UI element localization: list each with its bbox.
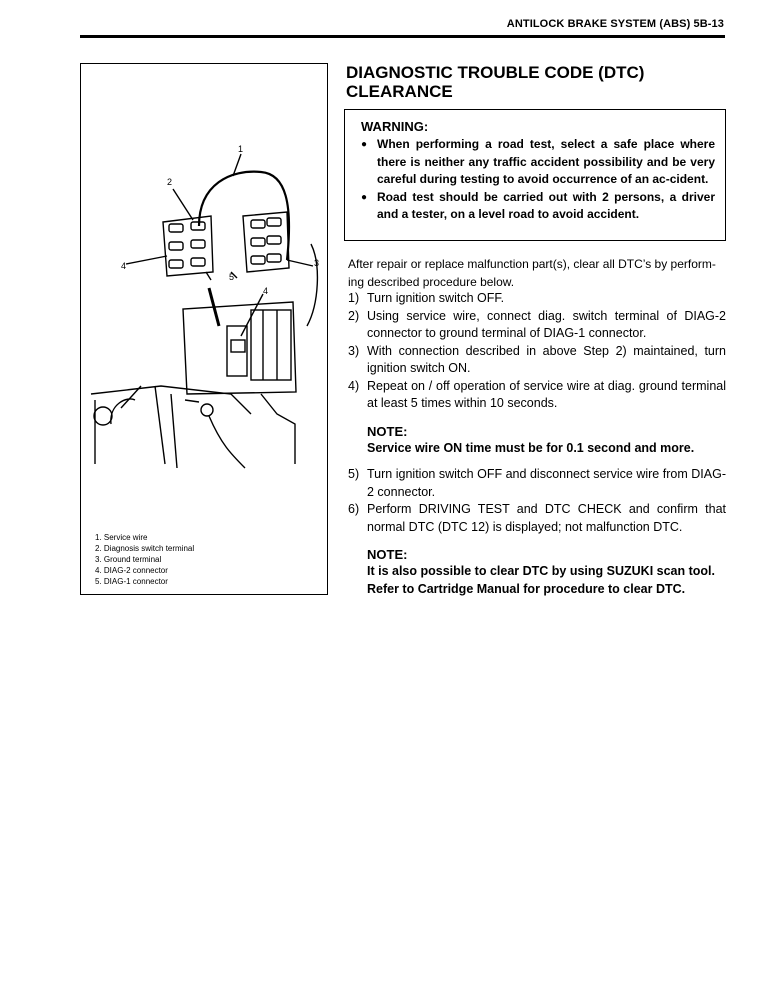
step-item (348, 290, 726, 308)
step-number: 6) (348, 502, 360, 516)
callout-3: 3 (314, 258, 320, 268)
section-title-line2: CLEARANCE (346, 82, 453, 101)
note-heading: NOTE: (367, 547, 408, 562)
intro-paragraph: After repair or replace malfunction part(s), clear all DTC’s by perform-ing described procedure below. (348, 257, 716, 289)
connector-illustration (81, 64, 327, 524)
step-item (348, 466, 726, 501)
step-number: 3) (348, 343, 360, 358)
legend-item: 3. Ground terminal (95, 555, 162, 564)
section-title-line1: DIAGNOSTIC TROUBLE CODE (DTC) (346, 63, 645, 82)
step-item (348, 501, 726, 536)
note-text: It is also possible to clear DTC by using SUZUKI scan tool. Refer to Cartridge Manual for procedure to clear DTC. (367, 564, 715, 596)
step-number: 1) (348, 291, 360, 305)
step-text: Perform DRIVING TEST and DTC CHECK and confirm that normal DTC (DTC 12) is displayed; not malfunction DTC. (367, 502, 726, 534)
figure-legend (95, 532, 194, 587)
legend-item: 2. Diagnosis switch terminal (95, 544, 195, 553)
step-number: 4) (348, 378, 360, 393)
procedure-steps (348, 290, 726, 413)
warning-list (361, 136, 715, 224)
callout-5: 5 (229, 272, 235, 282)
callout-2: 2 (167, 177, 173, 187)
note-text: Service wire ON time must be for 0.1 second and more. (367, 441, 695, 455)
warning-box (344, 109, 726, 241)
step-number: 5) (348, 467, 360, 481)
header-rule (80, 35, 725, 38)
step-item (348, 343, 726, 378)
callout-1: 1 (238, 144, 244, 154)
legend-item: 4. DIAG-2 connector (95, 566, 168, 575)
step-text: Using service wire, connect diag. switch terminal of DIAG-2 connector to ground terminal of DIAG-1 connector. (367, 308, 726, 340)
warning-item: ● Road test should be carried out with 2 persons, a driver and a tester, on a level road to avoid accident. (361, 189, 715, 224)
step-number: 2) (348, 308, 360, 323)
note-box (367, 546, 727, 598)
warning-item: ● When performing a road test, select a safe place where there is neither any traffic accident possibility and be very careful during testing to avoid occurrence of an ac-cident. (361, 136, 715, 189)
legend-item: 5. DIAG-1 connector (95, 577, 168, 586)
section-title (346, 63, 726, 101)
note-box (367, 423, 727, 458)
warning-heading: WARNING: (361, 119, 429, 134)
note-heading: NOTE: (367, 424, 408, 439)
step-text: Turn ignition switch OFF. (367, 291, 505, 305)
callout-4: 4 (121, 261, 127, 271)
running-header: ANTILOCK BRAKE SYSTEM (ABS) 5B-13 (506, 18, 724, 30)
legend-item: 1. Service wire (95, 533, 148, 542)
callout-4-lower: 4 (263, 286, 269, 296)
step-item (348, 378, 726, 413)
procedure-steps-continued (348, 466, 726, 536)
step-text: Turn ignition switch OFF and disconnect service wire from DIAG-2 connector. (367, 467, 726, 499)
connector-figure (80, 63, 328, 595)
step-text: Repeat on / off operation of service wire at diag. ground terminal at least 5 times within 10 seconds. (367, 378, 726, 410)
step-text: With connection described in above Step 2) maintained, turn ignition switch ON. (367, 343, 726, 375)
step-item (348, 308, 726, 343)
